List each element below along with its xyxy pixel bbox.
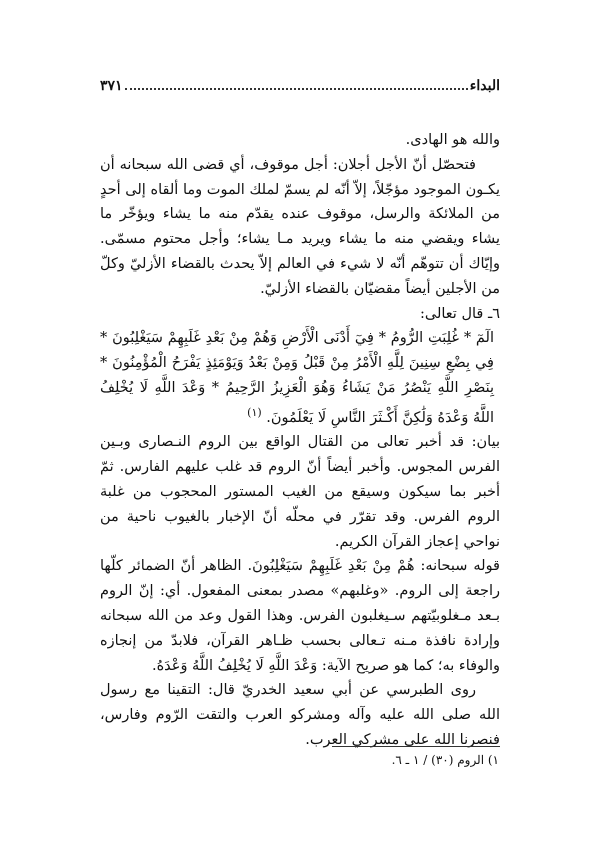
paragraph-closing: والله هو الهادى. (405, 132, 500, 148)
verse-footnote-ref: (١) (247, 405, 262, 419)
paragraph-commentary: قوله سبحانه: هُمْ مِنْ بَعْدِ غَلَبِهِمْ سَيَغْلِبُونَ. الظاهر أنّ الضمائر كلّها راجعة إلى الروم. «وغلبهم» مصدر بمعنى المفعول. أي: إنّ الروم بـعد مـغلوبيّتهم سـيغلبون الفرس. وهذا القول وعد من الله سبحانه وإرادة نافذة مـنه تـعالى بحسب ظـاهر القرآن، فلابدّ من إنجازه والوفاء به؛ كما هو صريح الآية: وَعْدَ اللَّهِ لَا يُخْلِفُ اللَّهُ وَعْدَهُ. (100, 558, 500, 674)
paragraph-explanation: بيان: قد أخبر تعالى من القتال الواقع بين الروم النـصارى وبـين الفرس المجوس. وأخبر أيضاً أنّ الروم قد غلب عليهم الفارس. ثمّ أخبر بما سيكون وسيقع من الغيب المستور المحجوب من غلبة الروم الفرس. وقد تقرّر في محلّه أنّ الإخبار بالغيوب ناحية من نواحي إعجاز القرآن الكريم. (100, 434, 500, 550)
header-dot-leader (125, 88, 468, 90)
body-text (100, 128, 500, 753)
footnote: ١) الروم (٣٠) / ١ ـ ٦. (391, 753, 499, 767)
paragraph-two-terms: فتحصّل أنّ الأجل أجلان: أجل موقوف، أي قضى الله سبحانه أن يكـون الموجود مؤجّلاً، إلاّ أنّه لم يسمّ لملك الموت وما ألقاه إلى أحدٍ من الملائكة والرسل، موقوف عنده يقدّم منه ما يشاء ويؤخّر ما يشاء ويقضي منه ما يشاء ويريد مـا يشاء؛ وأجل محتوم مسمّى. وإيّاك أن تتوهّم أنّه لا شيء في العالم إلاّ يحدث بالقضاء الأزليّ وكلّ من الأجلين أيضاً مقضيّان بالقضاء الأزليّ. (100, 156, 500, 297)
running-header (100, 78, 500, 98)
paragraph-narration: روى الطبرسي عن أبي سعيد الخدريّ قال: التقينا مع رسول الله صلى الله عليه وآله ومشركو العرب والتقت الرّوم وفارس، فنصرنا الله على مشركي العرب. (100, 682, 500, 748)
footnote-divider (332, 746, 500, 747)
header-title: البداء (469, 78, 500, 94)
verse-text: الٓمٓ * غُلِبَتِ الرُّومُ * فِيٓ أَدْنَى الْأَرْضِ وَهُمْ مِنْ بَعْدِ غَلَبِهِمْ سَيَغْلِبُونَ * فِي بِضْعِ سِنِينَ لِلَّهِ الْأَمْرُ مِنْ قَبْلُ وَمِنْ بَعْدُ وَيَوْمَئِذٍ يَفْرَحُ الْمُؤْمِنُونَ * بِنَصْرِ اللَّهِ يَنْصُرُ مَنْ يَشَاءُ وَهُوَ الْعَزِيزُ الرَّحِيمُ * وَعْدَ اللَّهِ لَا يُخْلِفُ اللَّهُ وَعْدَهُ وَلَٰكِنَّ أَكْـثَرَ النَّاسِ لَا يَعْلَمُونَ. (100, 330, 494, 426)
page-number: ٣٧١ (100, 78, 123, 94)
section-heading-6: ٦ـ قال تعالى: (420, 305, 500, 322)
quran-verse (100, 326, 500, 430)
